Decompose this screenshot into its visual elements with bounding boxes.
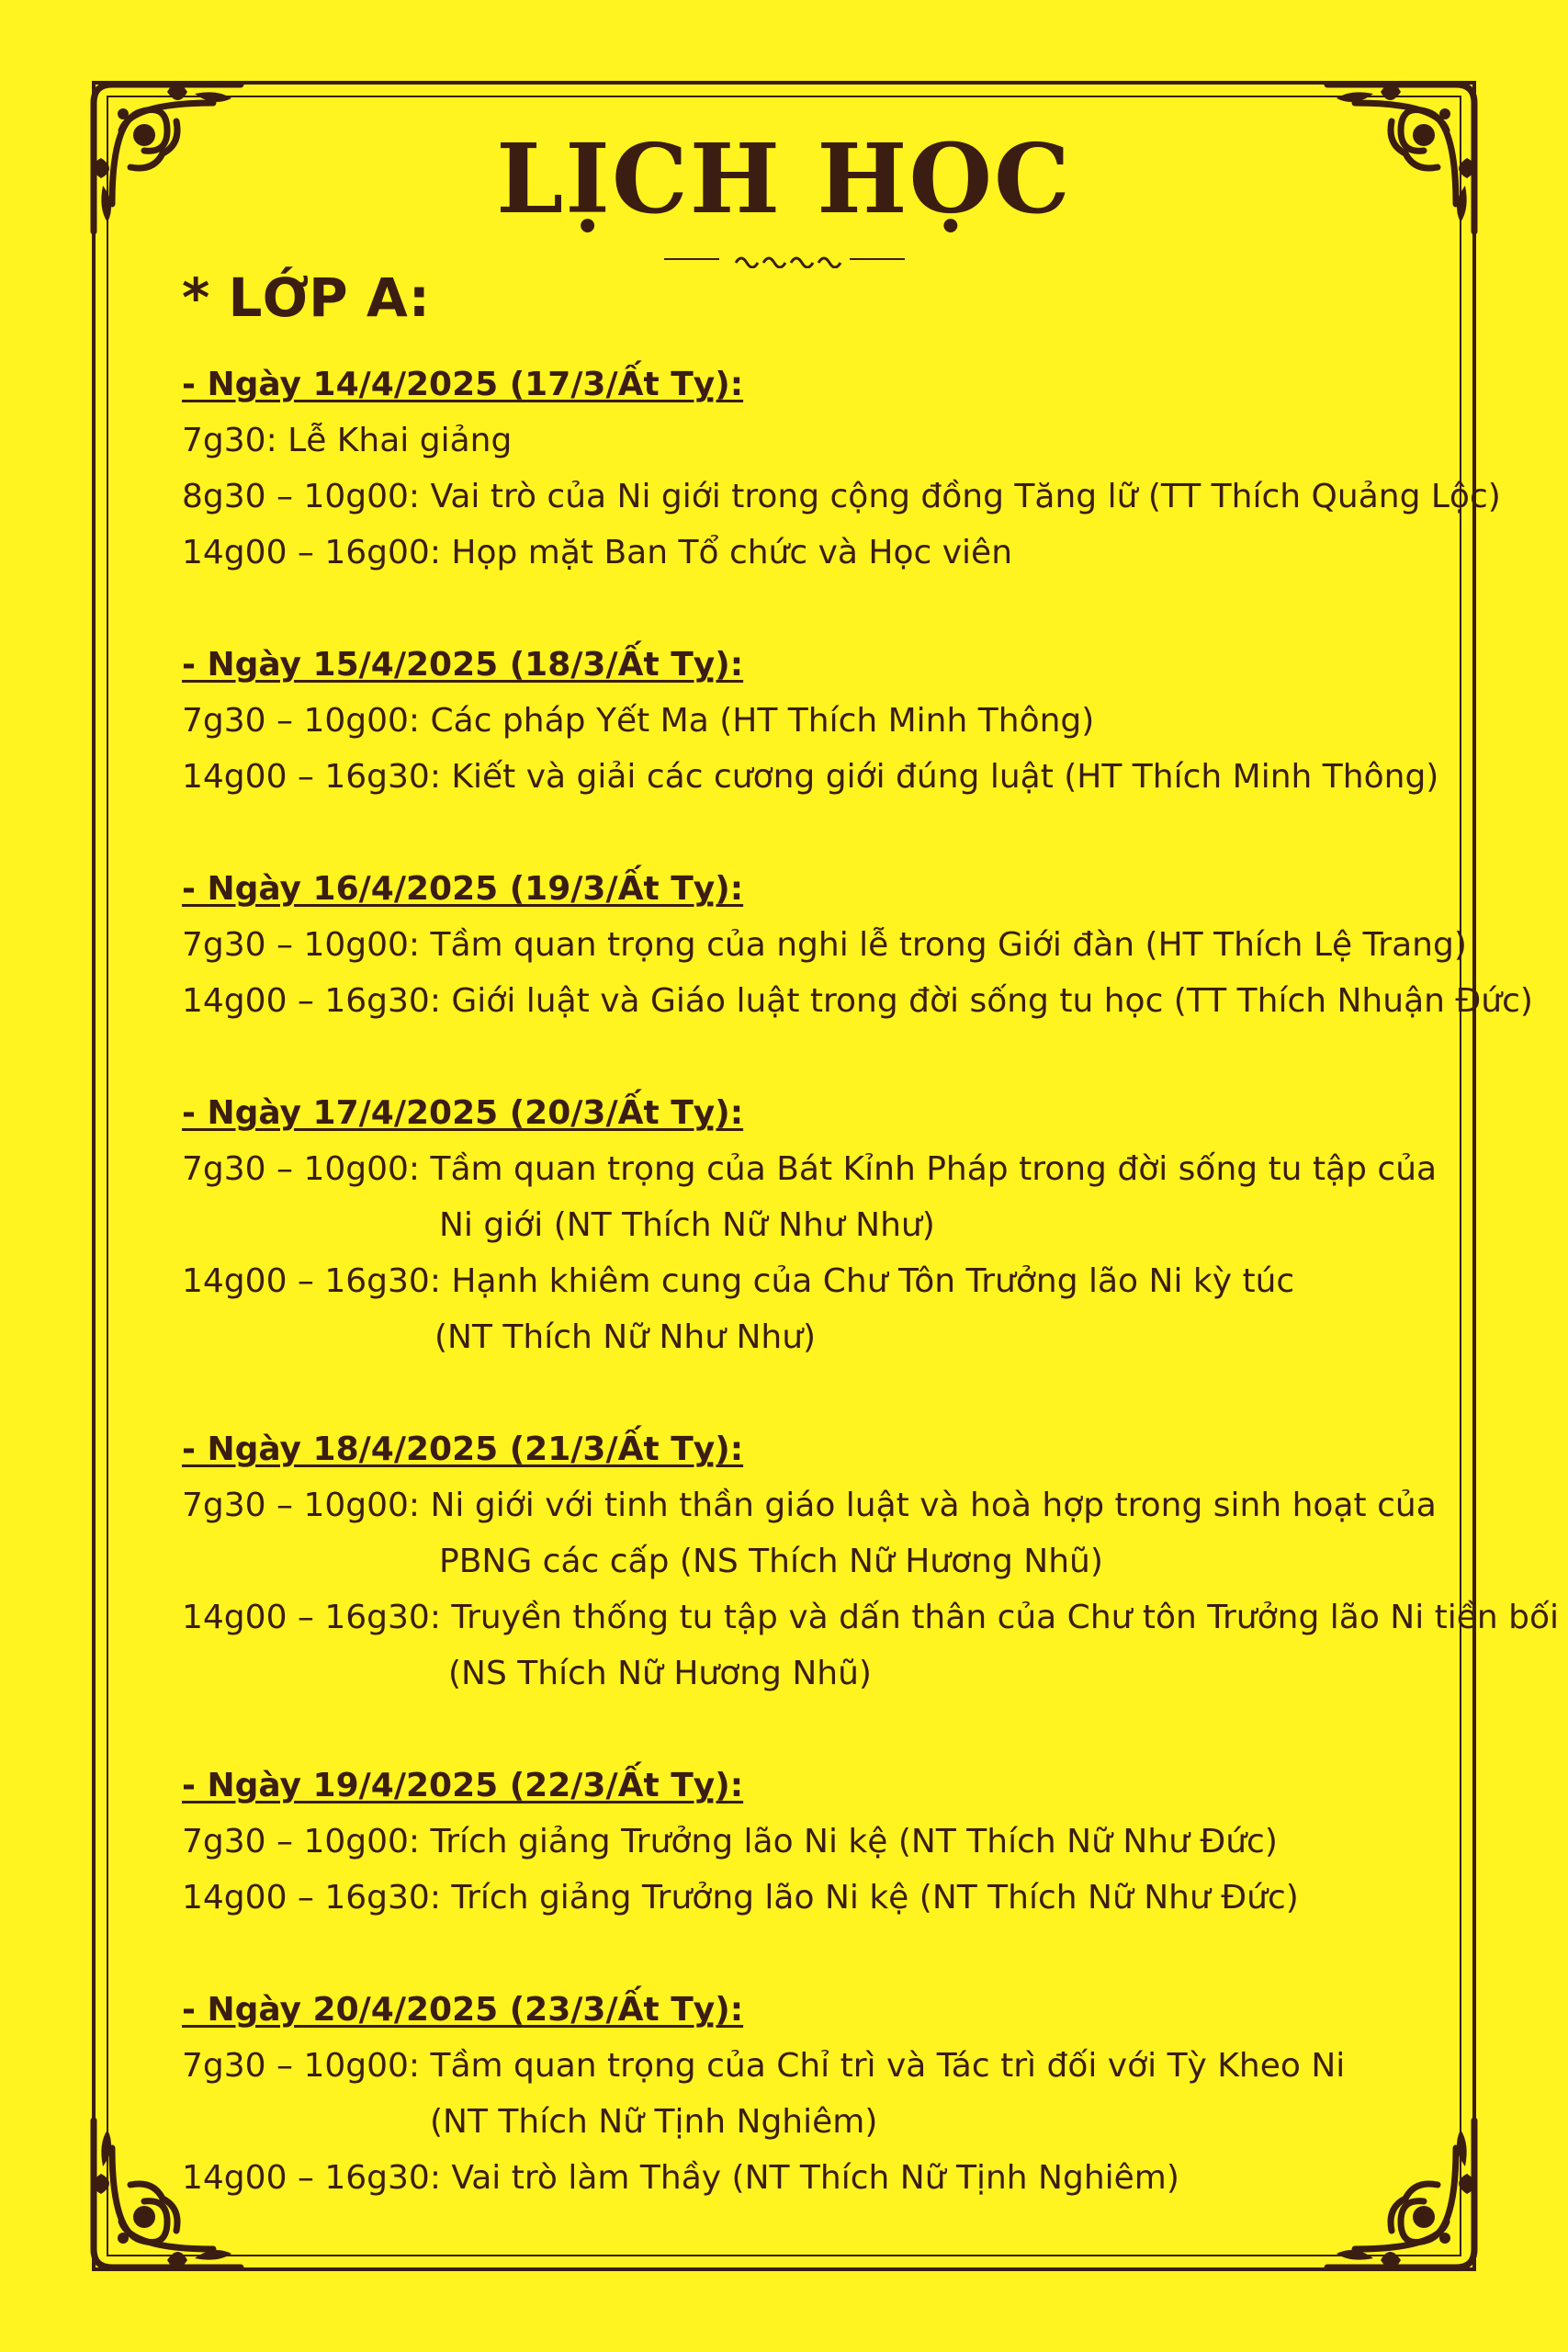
day-header: - Ngày 20/4/2025 (23/3/Ất Tỵ): xyxy=(182,1991,744,2029)
session-continuation: PBNG các cấp (NS Thích Nữ Hương Nhũ) xyxy=(439,1543,1103,1580)
session-text: 7g30 – 10g00: Tầm quan trọng của nghi lễ trong Giới đàn (HT Thích Lệ Trang) xyxy=(182,926,1467,964)
day-block xyxy=(182,1085,1459,1365)
session-text: 7g30 – 10g00: Ni giới với tinh thần giáo luật và hoà hợp trong sinh hoạt của xyxy=(182,1487,1437,1524)
session-item xyxy=(182,469,1501,525)
day-block xyxy=(182,1982,1459,2206)
session-item xyxy=(182,2150,1459,2206)
session-continuation: Ni giới (NT Thích Nữ Như Như) xyxy=(439,1206,935,1244)
session-text: 7g30 – 10g00: Tầm quan trọng của Bát Kỉnh Pháp trong đời sống tu tập của xyxy=(182,1150,1438,1188)
session-text: 14g00 – 16g00: Họp mặt Ban Tổ chức và Học viên xyxy=(182,534,1013,571)
day-block xyxy=(182,861,1533,1029)
session-text: 7g30 – 10g00: Tầm quan trọng của Chỉ trì và Tác trì đối với Tỳ Kheo Ni xyxy=(182,2047,1346,2085)
session-item xyxy=(182,1814,1459,1870)
class-a-heading: * LỚP A: xyxy=(182,266,431,329)
session-text: 7g30 – 10g00: Các pháp Yết Ma (HT Thích Minh Thông) xyxy=(182,702,1095,740)
day-block xyxy=(182,356,1501,581)
session-text: 14g00 – 16g30: Vai trò làm Thầy (NT Thích Nữ Tịnh Nghiêm) xyxy=(182,2159,1179,2197)
session-text: 7g30: Lễ Khai giảng xyxy=(182,422,513,459)
session-item xyxy=(182,693,1459,749)
session-item xyxy=(182,749,1459,805)
day-block xyxy=(182,1421,1560,1702)
session-text: 14g00 – 16g30: Trích giảng Trưởng lão Ni kệ (NT Thích Nữ Như Đức) xyxy=(182,1879,1299,1917)
day-block xyxy=(182,637,1459,805)
session-text: 14g00 – 16g30: Hạnh khiêm cung của Chư Tôn Trưởng lão Ni kỳ túc xyxy=(182,1262,1295,1300)
day-header: - Ngày 18/4/2025 (21/3/Ất Tỵ): xyxy=(182,1430,744,1468)
session-item xyxy=(182,1870,1459,1926)
session-item xyxy=(182,1589,1560,1702)
session-text: 8g30 – 10g00: Vai trò của Ni giới trong cộng đồng Tăng lữ (TT Thích Quảng Lộc) xyxy=(182,478,1501,515)
day-header: - Ngày 19/4/2025 (22/3/Ất Tỵ): xyxy=(182,1767,744,1804)
session-item xyxy=(182,917,1467,973)
session-text: 14g00 – 16g30: Truyền thống tu tập và dấn thân của Chư tôn Trưởng lão Ni tiền bối xyxy=(182,1599,1560,1636)
session-text: 7g30 – 10g00: Trích giảng Trưởng lão Ni kệ (NT Thích Nữ Như Đức) xyxy=(182,1823,1278,1860)
session-continuation: (NT Thích Nữ Như Như) xyxy=(434,1318,817,1356)
session-item xyxy=(182,1253,1459,1365)
day-header: - Ngày 15/4/2025 (18/3/Ất Tỵ): xyxy=(182,646,744,684)
page-title: LỊCH HỌC xyxy=(496,122,1072,235)
session-item xyxy=(182,1477,1459,1589)
day-block xyxy=(182,1758,1459,1926)
session-text: 14g00 – 16g30: Kiết và giải các cương giới đúng luật (HT Thích Minh Thông) xyxy=(182,758,1439,796)
session-continuation: (NS Thích Nữ Hương Nhũ) xyxy=(448,1655,872,1692)
session-item xyxy=(182,413,1459,469)
title-divider-ornament-icon xyxy=(664,250,905,268)
session-item xyxy=(182,973,1533,1029)
session-item xyxy=(182,525,1459,581)
schedule-list xyxy=(182,356,1560,2262)
day-header: - Ngày 17/4/2025 (20/3/Ất Tỵ): xyxy=(182,1094,744,1132)
session-text: 14g00 – 16g30: Giới luật và Giáo luật trong đời sống tu học (TT Thích Nhuận Đức) xyxy=(182,982,1533,1020)
session-item xyxy=(182,2038,1459,2150)
day-header: - Ngày 14/4/2025 (17/3/Ất Tỵ): xyxy=(182,366,744,403)
session-item xyxy=(182,1141,1459,1253)
day-header: - Ngày 16/4/2025 (19/3/Ất Tỵ): xyxy=(182,870,744,908)
session-continuation: (NT Thích Nữ Tịnh Nghiêm) xyxy=(430,2103,878,2141)
